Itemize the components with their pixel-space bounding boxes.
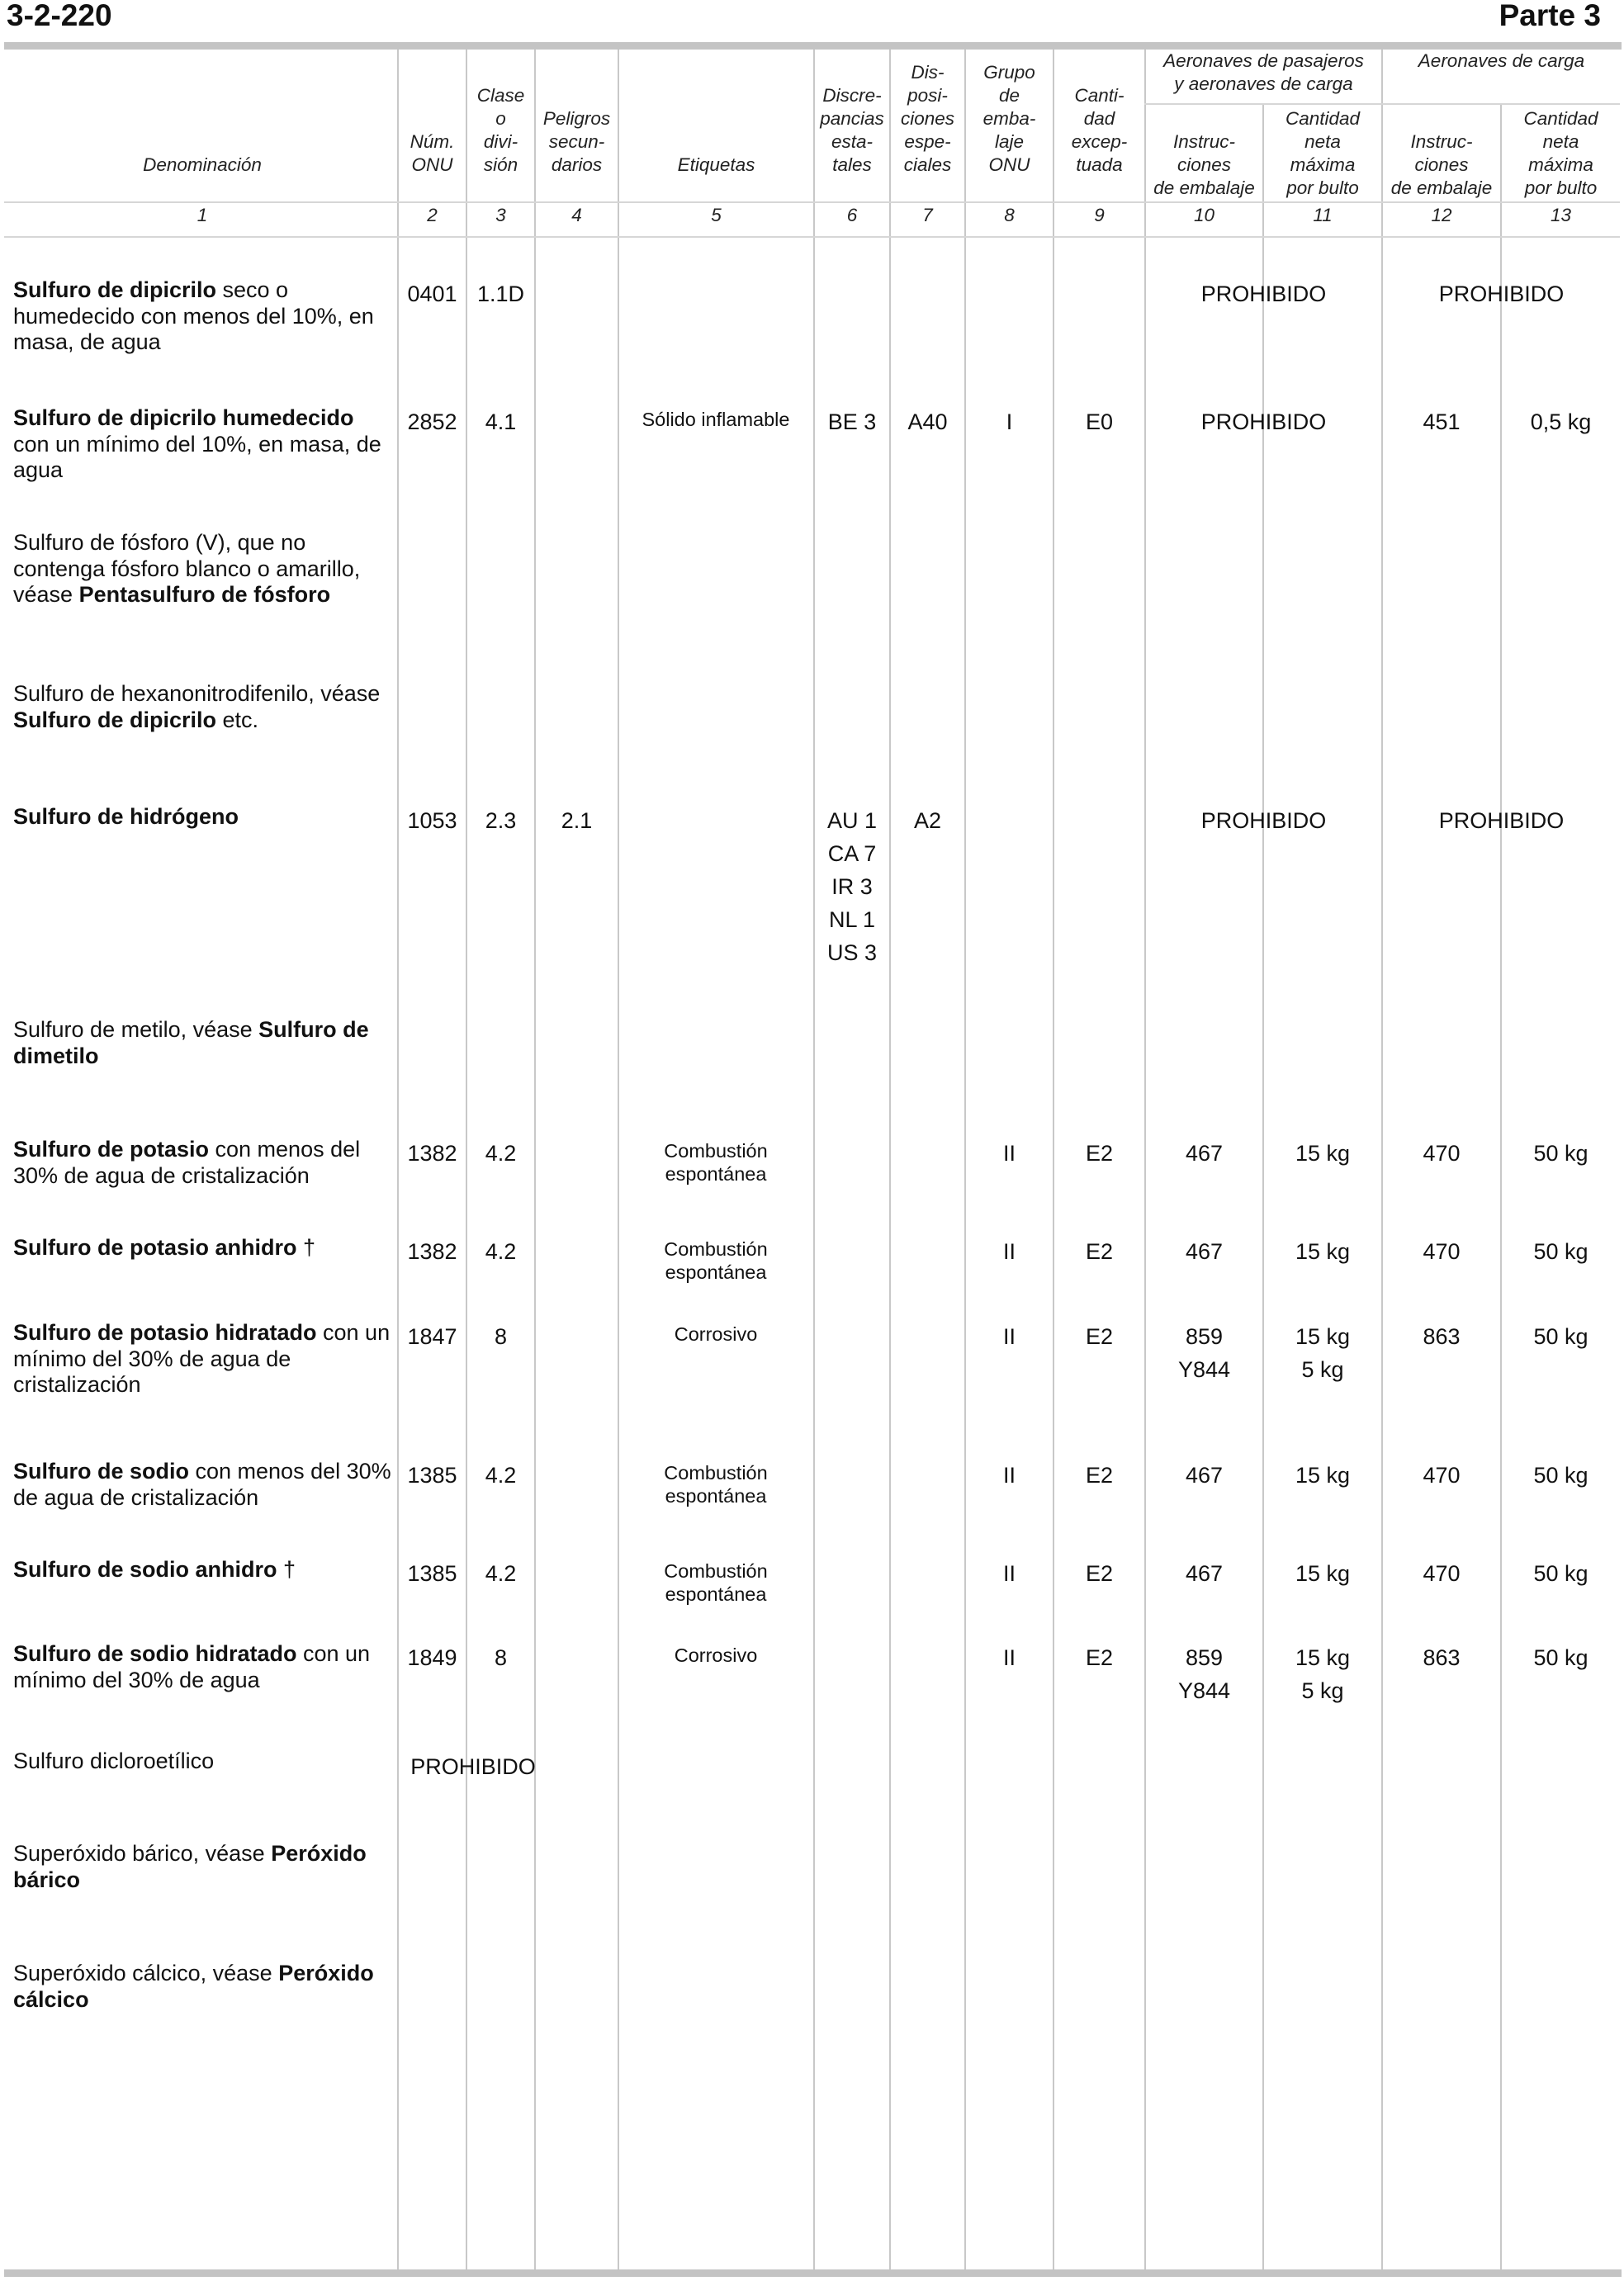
cargo-packing-instruction: 470 — [1423, 1239, 1461, 1264]
col-header-5: Etiquetas — [677, 154, 755, 175]
packing-group: II — [1002, 1645, 1016, 1670]
pax-max-net-quantity: 15 kg — [1295, 1463, 1351, 1488]
entry-name: Sulfuro de dipicrilo humedecido con un mínimo del 10%, en masa, de agua — [13, 405, 381, 482]
entry-name: Sulfuro de potasio con menos del 30% de agua de cristalización — [13, 1137, 361, 1188]
special-provision: A40 — [907, 409, 948, 434]
excepted-quantity: E0 — [1085, 409, 1114, 434]
col-header-4: Peligros secun- darios — [542, 108, 611, 175]
class-division: 1.1D — [476, 282, 525, 306]
class-division: 8 — [494, 1324, 508, 1349]
entry-name: Sulfuro dicloroetílico — [13, 1749, 215, 1773]
pax-max-net-quantity: 15 kg 5 kg — [1295, 1324, 1351, 1382]
un-number: 1382 — [407, 1141, 457, 1166]
cargo-prohibited: PROHIBIDO — [1438, 282, 1565, 306]
hazard-label: Combustión espontánea — [664, 1462, 768, 1507]
page-code: 3-2-220 — [7, 0, 112, 32]
entry-name: Sulfuro de hidrógeno — [13, 804, 239, 829]
cargo-max-net-quantity: 50 kg — [1533, 1561, 1588, 1586]
excepted-quantity: E2 — [1085, 1463, 1114, 1488]
col-header-10: Instruc- ciones de embalaje — [1153, 131, 1255, 198]
col-header-2: Núm. ONU — [410, 131, 455, 175]
col-number: 3 — [495, 205, 506, 225]
packing-group: I — [1006, 409, 1013, 434]
class-division: 4.2 — [485, 1463, 517, 1488]
entry-name: Sulfuro de sodio hidratado con un mínimo del 30% de agua — [13, 1641, 371, 1692]
un-number: 2852 — [407, 409, 457, 434]
pax-packing-instruction: 467 — [1185, 1239, 1224, 1264]
cargo-packing-instruction: 470 — [1423, 1141, 1461, 1166]
col-header-12: Instruc- ciones de embalaje — [1390, 131, 1493, 198]
part-label: Parte 3 — [1499, 0, 1601, 32]
hazard-label: Corrosivo — [674, 1323, 758, 1345]
col-number: 7 — [922, 205, 933, 225]
col-header-7: Dis- posi- ciones espe- ciales — [900, 62, 955, 175]
excepted-quantity: E2 — [1085, 1645, 1114, 1670]
packing-group: II — [1002, 1463, 1016, 1488]
un-number: 1849 — [407, 1645, 457, 1670]
pax-packing-instruction: 467 — [1185, 1463, 1224, 1488]
cargo-max-net-quantity: 50 kg — [1533, 1645, 1588, 1670]
col-header-9: Canti- dad excep- tuada — [1071, 85, 1128, 175]
top-rule — [4, 42, 1622, 50]
col-header-11: Cantidad neta máxima por bulto — [1285, 108, 1361, 198]
col-number: 11 — [1313, 205, 1333, 225]
pax-max-net-quantity: 15 kg — [1295, 1561, 1351, 1586]
class-division: 4.2 — [485, 1141, 517, 1166]
class-division: 8 — [494, 1645, 508, 1670]
pax-prohibited: PROHIBIDO — [1200, 409, 1327, 434]
packing-group: II — [1002, 1561, 1016, 1586]
cargo-packing-instruction: 451 — [1423, 409, 1461, 434]
state-variations: AU 1 CA 7 IR 3 NL 1 US 3 — [826, 808, 878, 965]
un-number: 0401 — [407, 282, 457, 306]
pax-packing-instruction: 859 Y844 — [1177, 1324, 1231, 1382]
col-header-13: Cantidad neta máxima por bulto — [1523, 108, 1598, 198]
entry-name: Sulfuro de hexanonitrodifenilo, véase Sulfuro de dipicrilo etc. — [13, 681, 381, 732]
col-number: 6 — [846, 205, 858, 225]
hazard-label: Combustión espontánea — [664, 1560, 768, 1605]
entry-name: Superóxido bárico, véase Peróxido bárico — [13, 1841, 367, 1892]
cargo-packing-instruction: 470 — [1423, 1561, 1461, 1586]
entry-name: Sulfuro de potasio anhidro † — [13, 1235, 316, 1260]
hazard-label: Sólido inflamable — [642, 409, 790, 430]
excepted-quantity: E2 — [1085, 1141, 1114, 1166]
excepted-quantity: E2 — [1085, 1561, 1114, 1586]
state-variation: BE 3 — [827, 409, 877, 434]
class-division: 4.2 — [485, 1239, 517, 1264]
pax-packing-instruction: 467 — [1185, 1141, 1224, 1166]
cargo-prohibited: PROHIBIDO — [1438, 808, 1565, 833]
cargo-max-net-quantity: 50 kg — [1533, 1141, 1588, 1166]
cargo-max-net-quantity: 50 kg — [1533, 1324, 1588, 1349]
bottom-rule — [4, 2269, 1622, 2277]
excepted-quantity: E2 — [1085, 1324, 1114, 1349]
col-number: 2 — [427, 205, 438, 225]
pax-prohibited: PROHIBIDO — [1200, 282, 1327, 306]
packing-group: II — [1002, 1324, 1016, 1349]
packing-group: II — [1002, 1239, 1016, 1264]
entry-name: Sulfuro de fósforo (V), que no contenga fósforo blanco o amarillo, véase Pentasulfuro de fósforo — [13, 530, 361, 607]
entry-name: Sulfuro de dipicrilo seco o humedecido con menos del 10%, en masa, de agua — [13, 277, 374, 354]
un-number: 1053 — [407, 808, 457, 833]
col-header-3: Clase o divi- sión — [476, 85, 525, 175]
col-number: 8 — [1004, 205, 1015, 225]
class-division: 2.3 — [485, 808, 517, 833]
hazard-label: Combustión espontánea — [664, 1238, 768, 1283]
entry-name: Sulfuro de sodio con menos del 30% de agua de cristalización — [13, 1459, 391, 1510]
pax-prohibited: PROHIBIDO — [1200, 808, 1327, 833]
un-number: 1847 — [407, 1324, 457, 1349]
col-number: 9 — [1094, 205, 1105, 225]
un-number: 1385 — [407, 1463, 457, 1488]
col-number: 5 — [711, 205, 722, 225]
cargo-max-net-quantity: 50 kg — [1533, 1239, 1588, 1264]
col-number: 10 — [1193, 205, 1215, 225]
col-header-1: Denominación — [143, 154, 262, 175]
special-provision: A2 — [913, 808, 942, 833]
class-division: 4.1 — [485, 409, 517, 434]
col-header-6: Discre- pancias esta- tales — [820, 85, 884, 175]
cargo-max-net-quantity: 50 kg — [1533, 1463, 1588, 1488]
subsidiary-hazard: 2.1 — [561, 808, 593, 833]
un-number: 1385 — [407, 1561, 457, 1586]
hazard-label: Combustión espontánea — [664, 1140, 768, 1185]
packing-group: II — [1002, 1141, 1016, 1166]
pax-max-net-quantity: 15 kg — [1295, 1239, 1351, 1264]
col-number: 13 — [1550, 205, 1572, 225]
entry-name: Superóxido cálcico, véase Peróxido cálcico — [13, 1961, 374, 2012]
hazard-label: Corrosivo — [674, 1644, 758, 1666]
entry-name: Sulfuro de potasio hidratado con un mínimo del 30% de agua de cristalización — [13, 1320, 391, 1397]
cargo-packing-instruction: 863 — [1423, 1645, 1461, 1670]
pax-packing-instruction: 859 Y844 — [1177, 1645, 1231, 1703]
pax-max-net-quantity: 15 kg — [1295, 1141, 1351, 1166]
forbidden-status: PROHIBIDO — [410, 1754, 536, 1779]
col-group-pax: Aeronaves de pasajeros y aeronaves de carga — [1163, 50, 1364, 94]
class-division: 4.2 — [485, 1561, 517, 1586]
un-number: 1382 — [407, 1239, 457, 1264]
excepted-quantity: E2 — [1085, 1239, 1114, 1264]
entry-name: Sulfuro de sodio anhidro † — [13, 1557, 296, 1582]
cargo-packing-instruction: 470 — [1423, 1463, 1461, 1488]
pax-max-net-quantity: 15 kg 5 kg — [1295, 1645, 1351, 1703]
col-header-8: Grupo de emba- laje ONU — [982, 62, 1036, 175]
col-number: 12 — [1431, 205, 1452, 225]
col-group-cargo: Aeronaves de carga — [1418, 50, 1585, 71]
pax-packing-instruction: 467 — [1185, 1561, 1224, 1586]
cargo-max-net-quantity: 0,5 kg — [1530, 409, 1592, 434]
col-number: 1 — [196, 205, 208, 225]
cargo-packing-instruction: 863 — [1423, 1324, 1461, 1349]
col-number: 4 — [571, 205, 582, 225]
entry-name: Sulfuro de metilo, véase Sulfuro de dimetilo — [13, 1017, 369, 1068]
